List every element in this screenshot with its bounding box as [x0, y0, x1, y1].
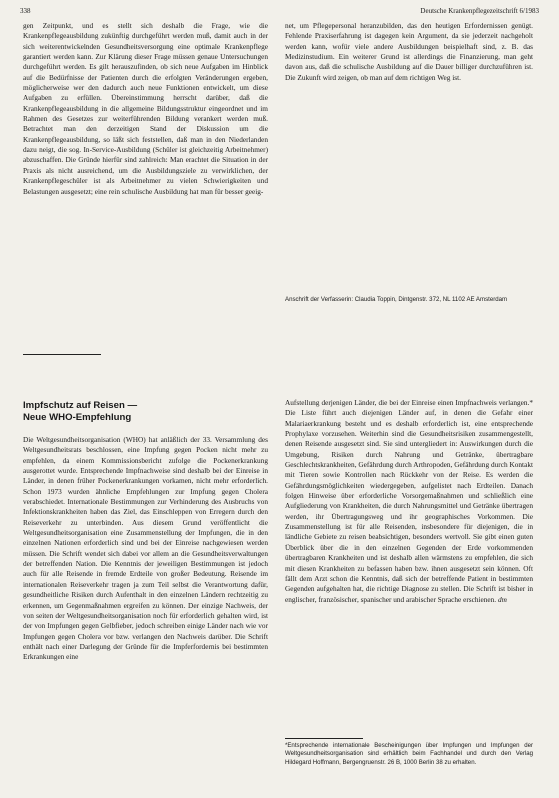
article-text-column-2: [285, 21, 533, 176]
heading-line-1: Impfschutz auf Reisen —: [23, 400, 138, 411]
footnote-divider: [285, 738, 363, 739]
paragraph-text: Aufstellung derjenigen Länder, die bei der Einreise einen Impfnachweis verlangen.* Die Liste führt auch diejenigen Länder auf, in denen die Gefahr einer Malariaerkrankung besteht und es deshalb erforderlich ist, eine entsprechende Prophylaxe vorzusehen. Weiterhin sind die Gesundheitsrisiken zusammengestellt, denen Reisende ausgesetzt sind. Sie sind untergliedert in: Auswirkungen durch die Umgebung, Risiken durch Nahrung und Getränke, übertragbare Geschlechtskrankheiten, Gefährdung durch Arthropoden, Gefährdung durch Kontakt mit Tieren sowie Kontrollen nach Rückkehr von der Reise. Es werden die Gefährdungsmöglichkeiten wiedergegeben, aufgelistet nach Erdteilen. Danach folgen Hinweise über erforderliche Vorsorgemaßnahmen und schließlich eine Aufgliederung von Krankheiten, die durch Nahrungsmittel und Getränke übertragen werden, ihr Übertragungsweg und ihr geographisches Vorkommen. Die Zusammenstellung ist für alle Reisenden, insbesondere für diejenigen, die in ländliche Gebiete zu reisen beabsichtigen, besonders wertvoll. Sie gibt einen guten Überblick über die in den einzelnen Gegenden der Erde vorkommenden übertragbaren Krankheiten und ist deshalb allen wärmstens zu empfehlen, die sich mit diesen Krankheiten zu befassen haben bzw. ihnen ausgesetzt sein können. Oft fällt dem Arzt schon die Kenntnis, daß sich der betreffende Patient in bestimmten Gegenden aufgehalten hat, die richtige Diagnose zu stellen. Die Schrift ist bisher in englischer, französischer, spanischer und arabischer Sprache erschienen.: [285, 398, 533, 604]
article-text-column-1: [23, 21, 268, 313]
author-initials: dm: [497, 594, 507, 604]
article-heading: [23, 400, 268, 424]
paragraph: gen Zeitpunkt, und es stellt sich deshalb die Frage, wie die Krankenpflegeausbildung zukünftig durchgeführt werden muß, damit auch in der sich weiterentwickelnden Gesundheitsversorgung eine optimale Krankenpflege garantiert werden kann. Zur Klärung dieser Frage müssen genaue Untersuchungen durchgeführt werden. Es gilt herauszufinden, ob sich neue Aufgaben im Hinblick auf die Bedürfnisse der Patienten durch die erfolgten Veränderungen ergeben, möglicherweise wer den dadurch auch neue Funktionen entwickelt, um diese Aufgaben zu erfüllen. Übereinstimmung herrscht darüber, daß die Krankenpflegeausbildung in die allgemeine Bildungsstruktur eingeordnet und im Rahmen des Gesetzes zur weiterführenden Bildung verankert werden muß. Betrachtet man den derzeitigen Stand der Diskussion um die Krankenpflegeausbildung, so läßt sich feststellen, daß man in den Niederlanden dazu neigt, die sog. In-Service-Ausbildung (Schüler ist gleichzeitig Arbeitnehmer) abzuschaffen. Die Gründe hierfür sind zahlreich: Man erachtet die Situation in der Praxis als nicht ausreichend, um die Ausbildungsziele zu verwirklichen, der Krankenpflegeschüler ist als Arbeitnehmer zu vielen Schwierigkeiten und Belastungen ausgesetzt; eine rein schulische Ausbildung hat man für besser geeig-: [23, 21, 268, 196]
paragraph: net, um Pflegepersonal heranzubilden, das den heutigen Erfordernissen genügt. Fehlende Praxiserfahrung ist dagegen kein Argument, da sie jederzeit nachgeholt werden kann, wofür viele andere Ausbildungen beispielhaft sind, z. B. das Medizinstudium. Ein weiterer Grund ist allerdings die Finanzierung, man geht davon aus, daß die schulische Ausbildung auf die Dauer billiger durchzuführen ist. Die Zukunft wird zeigen, ob man auf dem richtigen Weg ist.: [285, 21, 533, 82]
article-text-column-4: [285, 398, 533, 683]
journal-title: Deutsche Krankenpflegezeitschrift 6/1983: [420, 7, 539, 15]
article-text-column-3: [23, 435, 268, 793]
paragraph: [285, 398, 533, 605]
section-divider: [23, 354, 101, 355]
page-number: 338: [20, 7, 31, 15]
paragraph: Die Weltgesundheitsorganisation (WHO) hat anläßlich der 33. Versammlung des Weltgesundheitsrats beschlossen, eine Impfung gegen Pocken nicht mehr zu empfehlen, da einem Kommissionsbericht zufolge die Pockenerkrankung ausgerottet wurde. Entsprechende Impfnachweise sind deshalb bei der Einreise in Länder, in denen früher Pockenerkrankungen vorkamen, nicht mehr erforderlich. Schon 1973 wurden ähnliche Empfehlungen zur Impfung gegen Cholera verabschiedet. Internationale Bestimmungen zur Verhinderung des Ausbruchs von Infektionskrankheiten haben das Ziel, das Einschleppen von Erregern durch den Reiseverkehr zu unterbinden. Aus diesem Grund veröffentlicht die Weltgesundheitsorganisation eine Zusammenstellung der Impfungen, die in den einzelnen Nationen erforderlich sind und bei der Einreise nachgewiesen werden müssen. Die Schrift wendet sich dabei vor allem an die Gesundheitsverwaltungen der betreffenden Nation. Die Kenntnis der jeweiligen Bestimmungen ist jedoch auch für alle Reisende in fremde Erdteile von großer Bedeutung. Reisende im internationalen Reiseverkehr tragen ja zum Teil selbst die Verantwortung dafür, gesundheitliche Risiken durch Aufenthalt in den einzelnen Ländern rechtzeitig zu erkennen, um Gegenmaßnahmen ergreifen zu können. Der einzige Nachweis, der von seiten der Weltgesundheitsorganisation noch für erforderlich gehalten wird, ist der von Impfungen gegen Gelbfieber, jedoch schreiben einige Länder nach wie vor Impfungen gegen Cholera vor bzw. verlangen den Nachweis darüber. Die Schrift enthält nach einer Darlegung der Gründe für die Impferfordernis bei bestimmten Erkrankungen eine: [23, 435, 268, 662]
footnote: *Entsprechende internationale Bescheinigungen über Impfungen und Impfungen der Weltgesundheitsorganisation sind erhältlich beim Fachhandel und durch den Verlag Hildegard Hoffmann, Bergengruenstr. 26 B, 1000 Berlin 38 zu erhalten.: [285, 742, 533, 766]
heading-line-2: Neue WHO-Empfehlung: [23, 412, 132, 423]
author-address: Anschrift der Verfasserin: Claudia Toppin, Dintgenstr. 372, NL 1102 AE Amsterdam: [285, 296, 508, 303]
